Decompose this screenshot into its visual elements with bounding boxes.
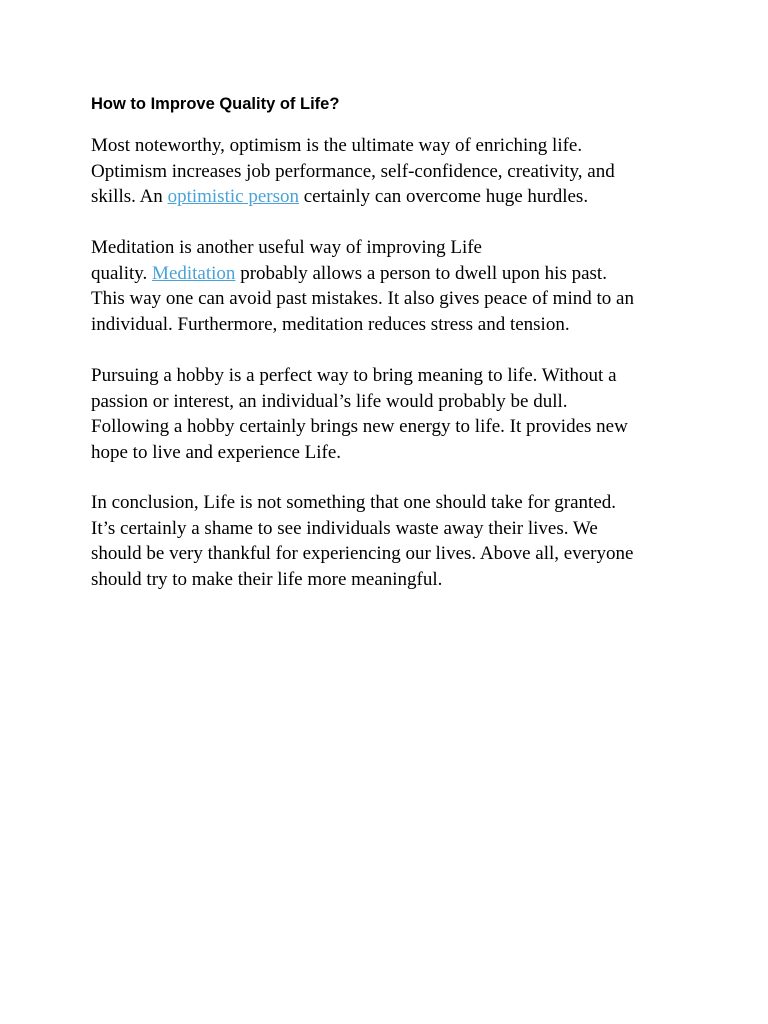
paragraph-line: Most noteworthy, optimism is the ultimate way of enriching life. xyxy=(91,135,583,156)
paragraph-line xyxy=(91,261,634,287)
paragraph-line: In conclusion, Life is not something that one should take for granted. xyxy=(91,492,617,513)
document-title: How to Improve Quality of Life? xyxy=(91,95,340,113)
paragraph-line xyxy=(91,184,615,210)
paragraph-line: This way one can avoid past mistakes. It also gives peace of mind to an xyxy=(91,288,634,309)
line-text: quality. xyxy=(91,262,153,284)
paragraph-line: It’s certainly a shame to see individuals waste away their lives. We xyxy=(91,517,598,539)
paragraph-line: Pursuing a hobby is a perfect way to bring meaning to life. Without a xyxy=(91,365,617,386)
paragraph-line: should be very thankful for experiencing our lives. Above all, everyone xyxy=(91,543,634,564)
paragraph-conclusion xyxy=(91,490,633,592)
paragraph-line: Optimism increases job performance, self-confidence, creativity, and xyxy=(91,160,615,182)
paragraph-line: hope to live and experience Life. xyxy=(91,441,342,463)
paragraph-line: should try to make their life more meaningful. xyxy=(91,568,443,590)
line-text: skills. An xyxy=(91,186,168,207)
optimistic-person-link[interactable]: optimistic person xyxy=(167,186,299,207)
paragraph-line: Following a hobby certainly brings new energy to life. It provides new xyxy=(91,416,628,437)
line-text: probably allows a person to dwell upon his past. xyxy=(235,262,607,284)
paragraph-optimism xyxy=(91,133,615,210)
paragraph-hobby xyxy=(91,363,628,465)
paragraph-line: passion or interest, an individual’s life would probably be dull. xyxy=(91,390,568,412)
meditation-link[interactable]: Meditation xyxy=(152,262,236,284)
line-text: certainly can overcome huge hurdles. xyxy=(298,186,589,207)
paragraph-line: Meditation is another useful way of improving Life xyxy=(91,237,482,258)
paragraph-line: individual. Furthermore, meditation reduces stress and tension. xyxy=(91,313,570,335)
paragraph-meditation xyxy=(91,235,634,337)
